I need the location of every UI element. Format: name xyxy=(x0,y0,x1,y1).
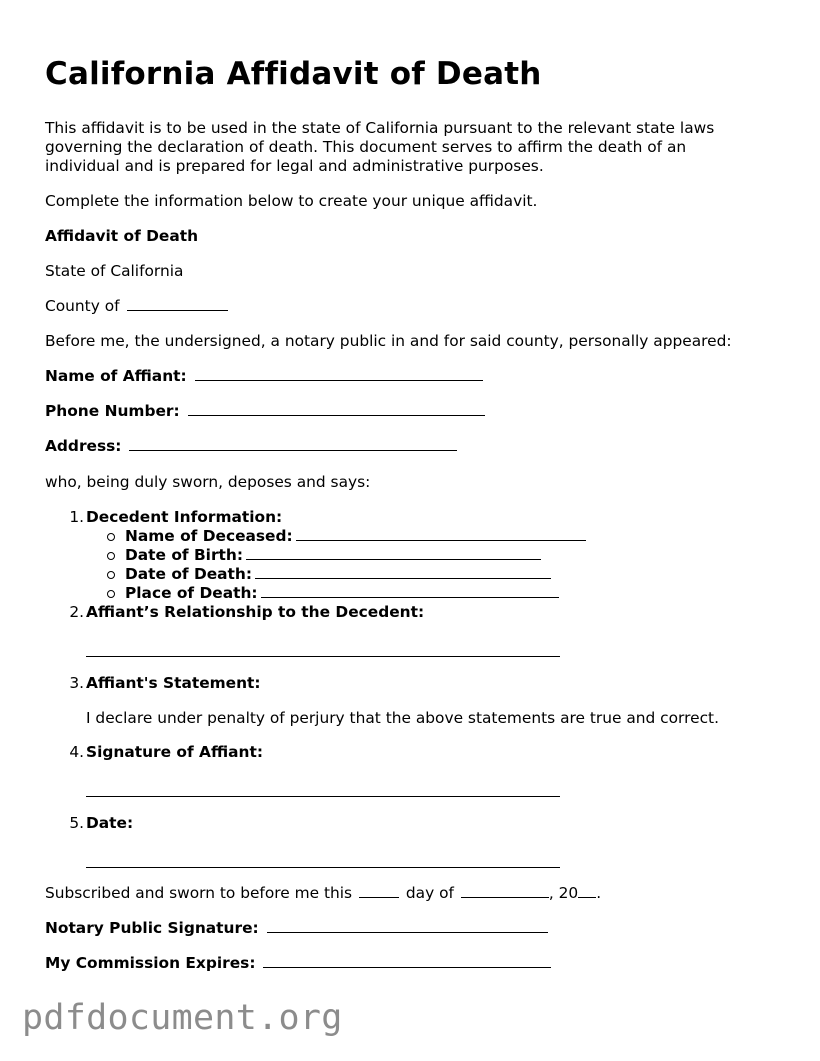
instructions-text: Complete the information below to create your unique affidavit. xyxy=(45,192,538,210)
item-number: 5. xyxy=(69,814,84,832)
decedent-info-label: Decedent Information: xyxy=(86,508,283,526)
phone-number-label: Phone Number: xyxy=(45,402,180,420)
death-place-label: Place of Death: xyxy=(125,584,258,602)
name-of-affiant-blank[interactable] xyxy=(195,368,483,381)
deceased-name-blank[interactable] xyxy=(296,528,586,541)
commission-expires-blank[interactable] xyxy=(263,955,551,968)
bullet-icon xyxy=(107,552,115,560)
relationship-label: Affiant’s Relationship to the Decedent: xyxy=(86,603,425,621)
subscribed-text-3: , 20 xyxy=(548,884,579,902)
month-blank[interactable] xyxy=(461,885,549,898)
day-blank[interactable] xyxy=(359,885,399,898)
deceased-name-label: Name of Deceased: xyxy=(125,527,293,545)
sworn-text: who, being duly sworn, deposes and says: xyxy=(45,473,371,491)
address-label: Address: xyxy=(45,437,122,455)
relationship-blank[interactable] xyxy=(86,656,560,657)
statement-text: I declare under penalty of perjury that the above statements are true and correct. xyxy=(86,709,719,727)
name-of-affiant-row xyxy=(45,367,483,386)
county-blank[interactable] xyxy=(127,298,228,311)
signature-of-affiant-blank[interactable] xyxy=(86,796,560,797)
item-number: 1. xyxy=(69,508,84,526)
bullet-icon xyxy=(107,571,115,579)
before-me-text: Before me, the undersigned, a notary public in and for said county, personally appeared: xyxy=(45,332,732,350)
intro-paragraph: This affidavit is to be used in the state of California pursuant to the relevant state laws governing the declaration of death. This document serves to affirm the death of an individual and is prepared for legal and administrative purposes. xyxy=(45,119,715,175)
county-line xyxy=(45,297,228,316)
watermark-text: pdfdocument.org xyxy=(22,998,343,1038)
item-number: 4. xyxy=(69,743,84,761)
address-row xyxy=(45,437,457,456)
phone-number-blank[interactable] xyxy=(188,403,485,416)
commission-expires-row xyxy=(45,954,551,973)
subscribed-text-4: . xyxy=(596,884,602,902)
date-blank[interactable] xyxy=(86,867,560,868)
page-title: California Affidavit of Death xyxy=(45,56,542,92)
phone-number-row xyxy=(45,402,485,421)
birth-date-blank[interactable] xyxy=(246,547,541,560)
item-number: 3. xyxy=(69,674,84,692)
name-of-affiant-label: Name of Affiant: xyxy=(45,367,187,385)
commission-expires-label: My Commission Expires: xyxy=(45,954,256,972)
signature-of-affiant-label: Signature of Affiant: xyxy=(86,743,263,761)
statement-label: Affiant's Statement: xyxy=(86,674,261,692)
year-blank[interactable] xyxy=(578,885,596,898)
subscribed-text-1: Subscribed and sworn to before me this xyxy=(45,884,353,902)
item-number: 2. xyxy=(69,603,84,621)
subscribed-text-2: day of xyxy=(405,884,454,902)
birth-date-label: Date of Birth: xyxy=(125,546,244,564)
address-blank[interactable] xyxy=(129,438,457,451)
notary-signature-row xyxy=(45,919,548,938)
subscribed-line xyxy=(45,884,601,903)
notary-signature-label: Notary Public Signature: xyxy=(45,919,259,937)
death-place-blank[interactable] xyxy=(261,585,559,598)
death-date-label: Date of Death: xyxy=(125,565,253,583)
death-date-blank[interactable] xyxy=(255,566,551,579)
county-label: County of xyxy=(45,297,120,315)
date-label: Date: xyxy=(86,814,134,832)
state-line: State of California xyxy=(45,262,184,280)
bullet-icon xyxy=(107,590,115,598)
section-title: Affidavit of Death xyxy=(45,227,199,245)
notary-signature-blank[interactable] xyxy=(267,920,548,933)
bullet-icon xyxy=(107,533,115,541)
